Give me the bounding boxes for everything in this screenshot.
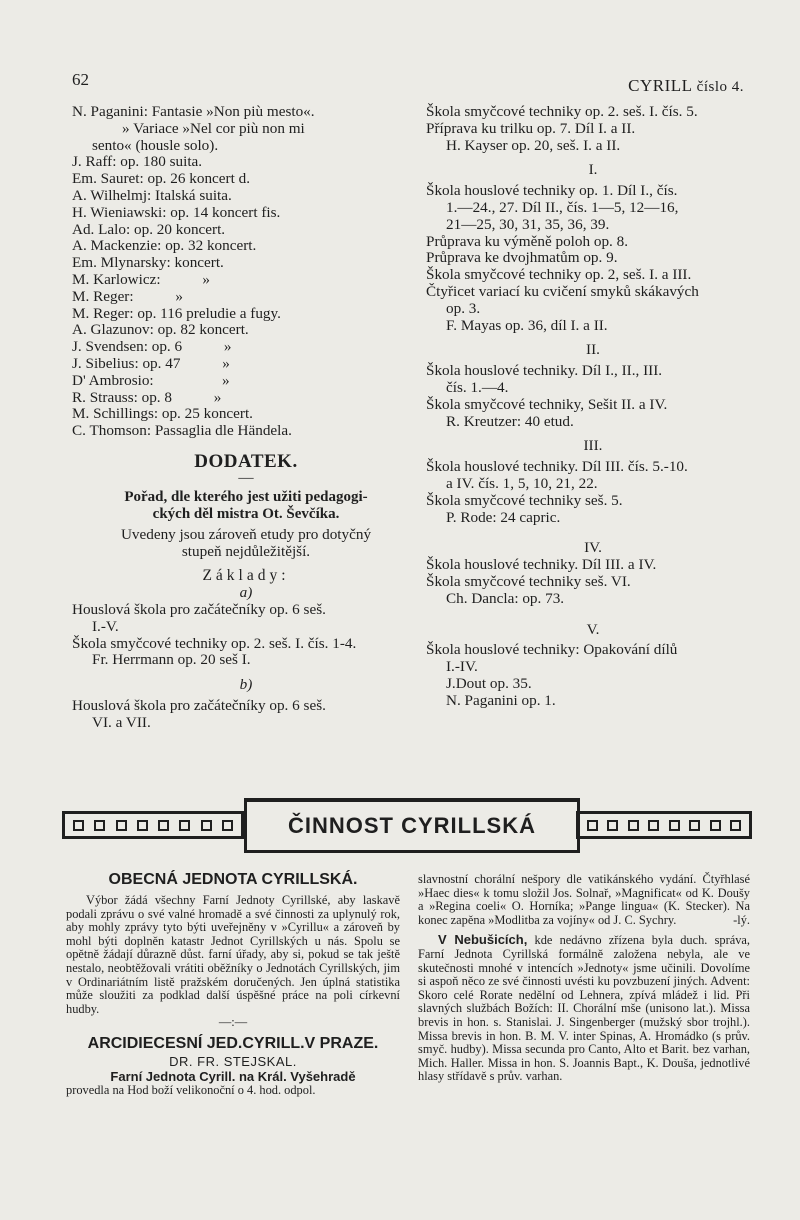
right-column bbox=[426, 104, 760, 710]
grade-numeral: II. bbox=[586, 341, 600, 359]
ornament-square-icon bbox=[710, 820, 721, 831]
ornament-square-icon bbox=[730, 820, 741, 831]
grade-item: Škola smyčcové techniky seš. 5. bbox=[426, 491, 623, 509]
repertoire-item: M. Karlowicz: » bbox=[72, 270, 210, 288]
grade-item: Škola houslové techniky. Díl III. a IV. bbox=[426, 556, 657, 574]
section-heading-obecna: OBECNÁ JEDNOTA CYRILLSKÁ. bbox=[108, 871, 358, 888]
repertoire-item: A. Glazunov: op. 82 koncert. bbox=[72, 321, 249, 339]
dodatek-heading: DODATEK. bbox=[194, 450, 298, 472]
banner-ornament-left bbox=[62, 811, 244, 839]
section-b-list bbox=[72, 698, 420, 732]
grade-item: J.Dout op. 35. bbox=[446, 674, 532, 692]
ornament-square-icon bbox=[689, 820, 700, 831]
repertoire-item: C. Thomson: Passaglia dle Händela. bbox=[72, 422, 292, 440]
grade-item: 1.—24., 27. Díl II., čís. 1—5, 12—16, bbox=[446, 198, 679, 216]
subtitle-line: ckých děl mistra Ot. Ševčíka. bbox=[152, 505, 340, 522]
grade-numeral: III. bbox=[583, 437, 603, 455]
repertoire-item: N. Paganini: Fantasie »Non più mesto«. bbox=[72, 103, 315, 120]
note-line: stupeň nejdůležitější. bbox=[181, 542, 311, 560]
grade-item: Škola smyčcové techniky seš. VI. bbox=[426, 572, 631, 590]
intro-list bbox=[426, 104, 760, 154]
intro-item: H. Kayser op. 20, seš. I. a II. bbox=[446, 136, 621, 154]
ornament-square-icon bbox=[201, 820, 212, 831]
repertoire-item: H. Wieniawski: op. 14 koncert fis. bbox=[72, 203, 281, 221]
repertoire-item: J. Raff: op. 180 suita. bbox=[72, 153, 203, 171]
ornament-square-icon bbox=[73, 820, 84, 831]
ornament-square-icon bbox=[669, 820, 680, 831]
section-banner bbox=[62, 798, 752, 850]
running-head bbox=[628, 76, 744, 96]
grade-numeral: I. bbox=[588, 161, 598, 179]
section-a-item: I.-V. bbox=[92, 617, 119, 635]
dodatek-note bbox=[72, 527, 420, 561]
note-line: Uvedeny jsou zároveň etudy pro dotyčný bbox=[120, 525, 372, 543]
page-number: 62 bbox=[72, 70, 89, 89]
repertoire-item: J. Svendsen: op. 6 » bbox=[72, 338, 232, 356]
grade-item: N. Paganini op. 1. bbox=[446, 691, 556, 709]
repertoire-item: M. Reger: » bbox=[72, 287, 183, 305]
grade-list bbox=[426, 183, 760, 334]
article-paragraph: Výbor žádá všechny Farní Jednoty Cyrillské, aby laskavě podali zprávu o své valné hromadě a své činnosti za uplynulý rok, aby mohly zprávy tyto býti uveřejněny v »Cyrillu« a zároveň by mohl býti doplněn katastr Jednot Cyrillských u nás. Spolu se opětně žádají důrazně důst. farní úřady, aby si, pokud se tak ještě nestalo, neobtěžovali vrátiti oběžníky o Jednotách Cyrillských, jim v Ordinariátním listě pražském doručených. Jen úplná statistika může sloužiti za podklad další úspěšné práce na poli církevní hudby. bbox=[66, 893, 400, 1016]
repertoire-item: Em. Sauret: op. 26 koncert d. bbox=[72, 170, 250, 188]
ornament-square-icon bbox=[648, 820, 659, 831]
grade-item: a IV. čís. 1, 5, 10, 21, 22. bbox=[446, 474, 598, 492]
section-b-item: Houslová škola pro začátečníky op. 6 seš. bbox=[72, 696, 326, 714]
grade-list bbox=[426, 642, 760, 709]
repertoire-item: M. Schillings: op. 25 koncert. bbox=[72, 405, 253, 423]
grade-item: P. Rode: 24 capric. bbox=[446, 508, 561, 526]
grade-item: Průprava ke dvojhmatům op. 9. bbox=[426, 249, 618, 267]
grade-item: Čtyřicet variací ku cvičení smyků skákavých bbox=[426, 282, 699, 300]
ornament-square-icon bbox=[116, 820, 127, 831]
section-a-item: Fr. Herrmann op. 20 seš I. bbox=[92, 651, 251, 669]
section-a-list bbox=[72, 602, 420, 669]
grade-list bbox=[426, 459, 760, 526]
grade-list bbox=[426, 557, 760, 607]
dodatek-subtitle bbox=[72, 489, 420, 523]
grade-item: Ch. Dancla: op. 73. bbox=[446, 589, 565, 607]
grade-item: 21—25, 30, 31, 35, 36, 39. bbox=[446, 215, 610, 233]
article-paragraph: provedla na Hod boží velikonoční o 4. hod. odpol. bbox=[66, 1082, 316, 1097]
ornament-square-icon bbox=[587, 820, 598, 831]
grade-numeral: V. bbox=[586, 620, 600, 638]
repertoire-list bbox=[72, 104, 420, 440]
subtitle-line: Pořad, dle kterého jest užiti pedagogi- bbox=[124, 488, 368, 505]
banner-title-box bbox=[244, 798, 580, 853]
grade-item: Škola houslové techniky. Díl I., II., III. bbox=[426, 362, 663, 380]
paragraph-text: slavnostní chorální nešpory dle vatikánského vydání. Čtyřhlasé »Haec dies« k tomu složil Jos. Solnař, »Magnificat« od K. Doušy a »Regina coeli« O. Horníka; »Pange lingua« (K. Stecker). Na konec zapěna »Modlitba za vojíny« od J. C. Sychry. bbox=[418, 872, 750, 927]
repertoire-item: Em. Mlynarsky: koncert. bbox=[72, 254, 224, 272]
section-b-item: VI. a VII. bbox=[92, 713, 151, 731]
grade-item: Škola houslové techniky. Díl III. čís. 5.-10. bbox=[426, 458, 688, 476]
banner-title: ČINNOST CYRILLSKÁ bbox=[288, 813, 536, 838]
repertoire-item: M. Reger: op. 116 preludie a fugy. bbox=[72, 304, 281, 322]
running-head-issue: číslo 4. bbox=[696, 79, 744, 95]
ornament-square-icon bbox=[222, 820, 233, 831]
grade-list bbox=[426, 363, 760, 430]
repertoire-item: J. Sibelius: op. 47 » bbox=[72, 354, 230, 372]
banner-ornament-right bbox=[576, 811, 752, 839]
running-head-title: CYRILL bbox=[628, 76, 692, 95]
article-paragraph bbox=[418, 873, 750, 927]
grade-item: Škola houslové techniky op. 1. Díl I., čís. bbox=[426, 182, 678, 200]
ornament-square-icon bbox=[94, 820, 105, 831]
separator: —:— bbox=[218, 1015, 248, 1030]
section-a-item: Houslová škola pro začátečníky op. 6 seš. bbox=[72, 600, 326, 618]
section-heading-arcidiecesni: ARCIDIECESNÍ JED.CYRILL.V PRAZE. bbox=[87, 1035, 379, 1053]
grade-item: I.-IV. bbox=[446, 658, 478, 676]
grade-item: Škola smyčcové techniky, Sešit II. a IV. bbox=[426, 395, 668, 413]
article-lead-bold: V Nebušicích, bbox=[438, 932, 528, 948]
zaklady-heading: Základy: bbox=[202, 567, 290, 585]
grade-item: R. Kreutzer: 40 etud. bbox=[446, 412, 574, 430]
ornament-square-icon bbox=[179, 820, 190, 831]
repertoire-item: Ad. Lalo: op. 20 koncert. bbox=[72, 220, 226, 238]
section-a-label: a) bbox=[239, 584, 253, 602]
grade-item: Průprava ku výměně poloh op. 8. bbox=[426, 232, 629, 250]
signature: -lý. bbox=[733, 912, 750, 927]
ornament-square-icon bbox=[628, 820, 639, 831]
repertoire-item: » Variace »Nel cor più non mi bbox=[122, 119, 305, 137]
article-paragraph bbox=[418, 933, 750, 1084]
separator: — bbox=[238, 468, 254, 486]
repertoire-item: R. Strauss: op. 8 » bbox=[72, 388, 222, 406]
paragraph-text: kde nedávno zřízena byla duch. správa, Farní Jednota Cyrillská formálně založena nebyla, ale ve skutečnosti mnohé v intencích »Jednoty« jsme učinili. Dovolíme si aspoň něco ze své činnosti uvésti ku povzbuzení jiných. Advent: Skoro celé Rorate nedělní od Lehnera, zpívá mládež i lid. Při slavných službách Božích: II. Chorální mše (unisono lat.). Missa brevis in hon. s. Stanislai. J. Singenberger (mužský sbor trojhl.). Missa brevis in hon. B. M. V. inter Spinas, A. Hromádko (s prův. smyč. hudby). Missa secunda pro Canto, Alto et Barit. bez varhan, Mich. Haller. Missa in hon. S. Joannis Bapt., K. Douša, jednotlivé hlasy střídavě s prův. varhan. bbox=[418, 933, 751, 1084]
repertoire-item: sento« (housle solo). bbox=[92, 136, 219, 154]
intro-item: Škola smyčcové techniky op. 2. seš. I. čís. 5. bbox=[426, 103, 698, 120]
grade-item: Škola houslové techniky: Opakování dílů bbox=[426, 641, 678, 659]
section-subheading: DR. FR. STEJSKAL. bbox=[169, 1054, 297, 1070]
bottom-right-column bbox=[418, 873, 750, 1084]
grade-item: Škola smyčcové techniky op. 2, seš. I. a III. bbox=[426, 266, 692, 284]
grade-item: čís. 1.—4. bbox=[446, 378, 509, 396]
grade-item: op. 3. bbox=[446, 299, 481, 317]
ornament-square-icon bbox=[607, 820, 618, 831]
intro-item: Příprava ku trilku op. 7. Díl I. a II. bbox=[426, 119, 636, 137]
section-b-label: b) bbox=[239, 676, 253, 694]
repertoire-item: D' Ambrosio: » bbox=[72, 371, 230, 389]
repertoire-item: A. Mackenzie: op. 32 koncert. bbox=[72, 237, 257, 255]
article-lead-bold: Farní Jednota Cyrill. na Král. Vyšehradě bbox=[110, 1069, 356, 1085]
grade-item: F. Mayas op. 36, díl I. a II. bbox=[446, 316, 608, 334]
section-a-item: Škola smyčcové techniky op. 2. seš. I. čís. 1-4. bbox=[72, 634, 357, 652]
ornament-square-icon bbox=[137, 820, 148, 831]
repertoire-item: A. Wilhelmj: Italská suita. bbox=[72, 186, 232, 204]
ornament-square-icon bbox=[158, 820, 169, 831]
bottom-left-column bbox=[66, 870, 400, 1098]
left-column bbox=[72, 104, 420, 732]
grade-numeral: IV. bbox=[584, 539, 602, 557]
